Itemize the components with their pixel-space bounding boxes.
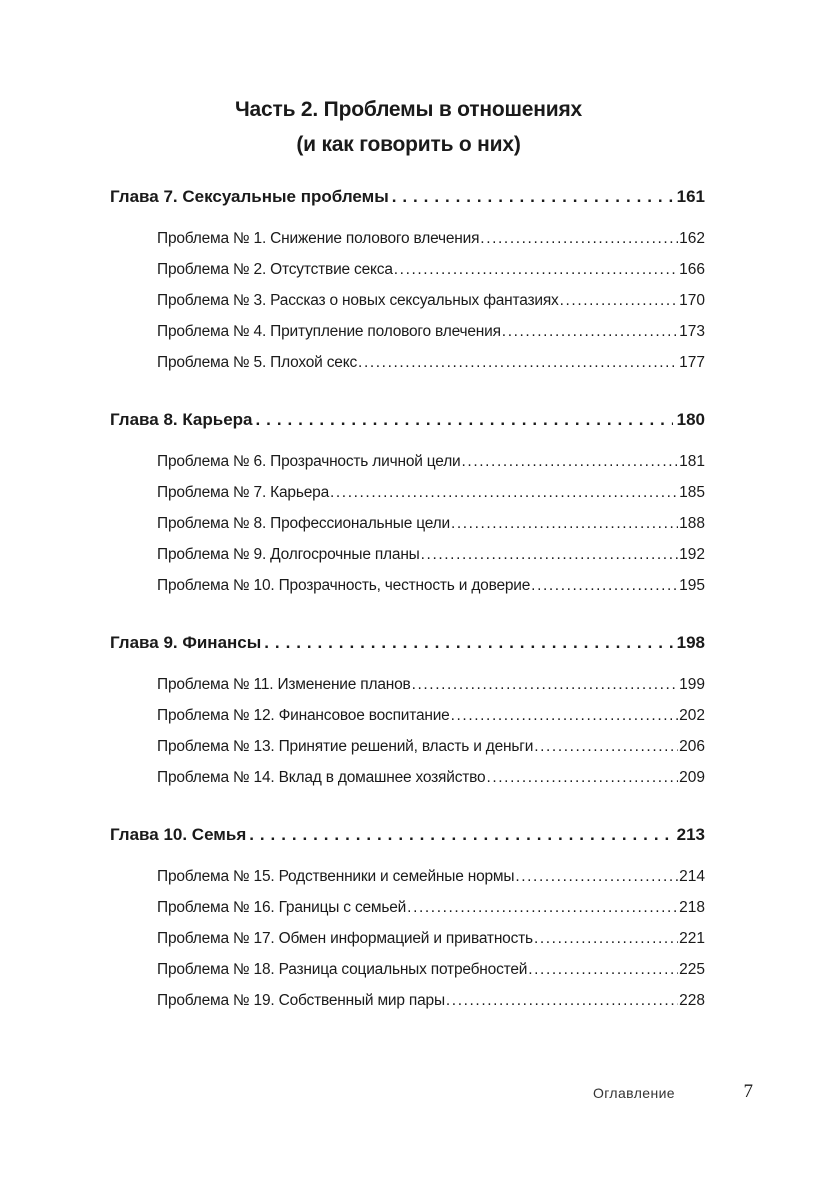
problem-page-number: 185 <box>679 484 705 501</box>
problem-title: Проблема № 2. Отсутствие секса <box>157 261 393 278</box>
running-footer-section-name: Оглавление <box>592 1085 675 1101</box>
page-footer <box>0 1081 817 1105</box>
problem-entry[interactable] <box>110 954 705 985</box>
dot-leader <box>330 477 678 508</box>
problem-entry[interactable] <box>110 570 705 601</box>
chapter-page-number: 161 <box>676 187 705 206</box>
dot-leader <box>480 223 678 254</box>
dot-leader <box>264 630 672 656</box>
problem-page-number: 195 <box>679 577 705 594</box>
dot-leader <box>528 954 678 985</box>
chapter-entry[interactable] <box>110 822 705 848</box>
dot-leader <box>515 861 678 892</box>
part-title-line-1: Часть 2. Проблемы в отношениях <box>234 98 582 121</box>
problem-page-number: 162 <box>679 230 705 247</box>
problem-page-number: 206 <box>679 738 705 755</box>
dot-leader <box>421 539 679 570</box>
dot-leader <box>412 669 679 700</box>
problem-entry[interactable] <box>110 923 705 954</box>
chapter-page-number: 198 <box>676 633 705 652</box>
dot-leader <box>446 985 678 1016</box>
chapter-entry[interactable] <box>110 184 705 210</box>
dot-leader <box>534 731 678 762</box>
problem-entry[interactable] <box>110 539 705 570</box>
problem-page-number: 225 <box>679 961 705 978</box>
problem-title: Проблема № 10. Прозрачность, честность и доверие <box>157 577 531 594</box>
chapter-title: Глава 10. Семья <box>110 825 247 844</box>
dot-leader <box>358 347 678 378</box>
chapter-9 <box>110 630 705 793</box>
problem-title: Проблема № 11. Изменение планов <box>157 676 411 693</box>
problem-title: Проблема № 4. Притупление полового влечения <box>157 323 501 340</box>
chapter-entry[interactable] <box>110 407 705 433</box>
problem-entry[interactable] <box>110 892 705 923</box>
problem-page-number: 209 <box>679 769 705 786</box>
problem-title: Проблема № 13. Принятие решений, власть и деньги <box>157 738 534 755</box>
problem-entry[interactable] <box>110 477 705 508</box>
problem-entry[interactable] <box>110 762 705 793</box>
problem-title: Проблема № 5. Плохой секс <box>157 354 358 371</box>
chapter-10 <box>110 822 705 1016</box>
problem-entry[interactable] <box>110 316 705 347</box>
problem-entry[interactable] <box>110 254 705 285</box>
dot-leader <box>392 184 673 210</box>
problem-page-number: 214 <box>679 868 705 885</box>
dot-leader <box>486 762 678 793</box>
dot-leader <box>451 700 679 731</box>
problem-page-number: 228 <box>679 992 705 1009</box>
part-title <box>0 92 817 162</box>
problem-title: Проблема № 14. Вклад в домашнее хозяйство <box>157 769 486 786</box>
problem-page-number: 166 <box>679 261 705 278</box>
dot-leader <box>534 923 678 954</box>
chapter-8 <box>110 407 705 601</box>
dot-leader <box>502 316 678 347</box>
problem-title: Проблема № 17. Обмен информацией и приватность <box>157 930 533 947</box>
dot-leader <box>394 254 678 285</box>
dot-leader <box>531 570 678 601</box>
problem-page-number: 173 <box>679 323 705 340</box>
problem-title: Проблема № 16. Границы с семьей <box>157 899 407 916</box>
table-of-contents <box>110 184 705 1016</box>
problem-title: Проблема № 9. Долгосрочные планы <box>157 546 420 563</box>
problem-entry[interactable] <box>110 669 705 700</box>
problem-page-number: 218 <box>679 899 705 916</box>
problem-entry[interactable] <box>110 700 705 731</box>
chapter-title: Глава 9. Финансы <box>110 633 262 652</box>
problem-title: Проблема № 8. Профессиональные цели <box>157 515 450 532</box>
problem-entry[interactable] <box>110 347 705 378</box>
problem-page-number: 202 <box>679 707 705 724</box>
dot-leader <box>256 407 673 433</box>
problem-page-number: 181 <box>679 453 705 470</box>
problem-page-number: 199 <box>679 676 705 693</box>
problem-page-number: 170 <box>679 292 705 309</box>
problem-title: Проблема № 18. Разница социальных потребностей <box>157 961 528 978</box>
problem-page-number: 192 <box>679 546 705 563</box>
problem-entry[interactable] <box>110 508 705 539</box>
problem-entry[interactable] <box>110 285 705 316</box>
problem-entry[interactable] <box>110 731 705 762</box>
problem-entry[interactable] <box>110 446 705 477</box>
problem-title: Проблема № 6. Прозрачность личной цели <box>157 453 461 470</box>
problem-page-number: 188 <box>679 515 705 532</box>
problem-entry[interactable] <box>110 223 705 254</box>
problem-entry[interactable] <box>110 985 705 1016</box>
problem-title: Проблема № 12. Финансовое воспитание <box>157 707 450 724</box>
dot-leader <box>407 892 678 923</box>
dot-leader <box>451 508 678 539</box>
problem-title: Проблема № 19. Собственный мир пары <box>157 992 445 1009</box>
problem-title: Проблема № 1. Снижение полового влечения <box>157 230 480 247</box>
dot-leader <box>249 822 672 848</box>
problem-title: Проблема № 15. Родственники и семейные нормы <box>157 868 515 885</box>
chapter-entry[interactable] <box>110 630 705 656</box>
problem-entry[interactable] <box>110 861 705 892</box>
dot-leader <box>560 285 679 316</box>
chapter-title: Глава 7. Сексуальные проблемы <box>110 187 389 206</box>
dot-leader <box>462 446 679 477</box>
problem-page-number: 177 <box>679 354 705 371</box>
chapter-7 <box>110 184 705 378</box>
chapter-page-number: 213 <box>676 825 705 844</box>
chapter-title: Глава 8. Карьера <box>110 410 253 429</box>
problem-title: Проблема № 3. Рассказ о новых сексуальных фантазиях <box>157 292 559 309</box>
part-title-line-2: (и как говорить о них) <box>296 133 521 156</box>
chapter-page-number: 180 <box>676 410 705 429</box>
problem-page-number: 221 <box>679 930 705 947</box>
page-number: 7 <box>743 1081 753 1102</box>
problem-title: Проблема № 7. Карьера <box>157 484 329 501</box>
